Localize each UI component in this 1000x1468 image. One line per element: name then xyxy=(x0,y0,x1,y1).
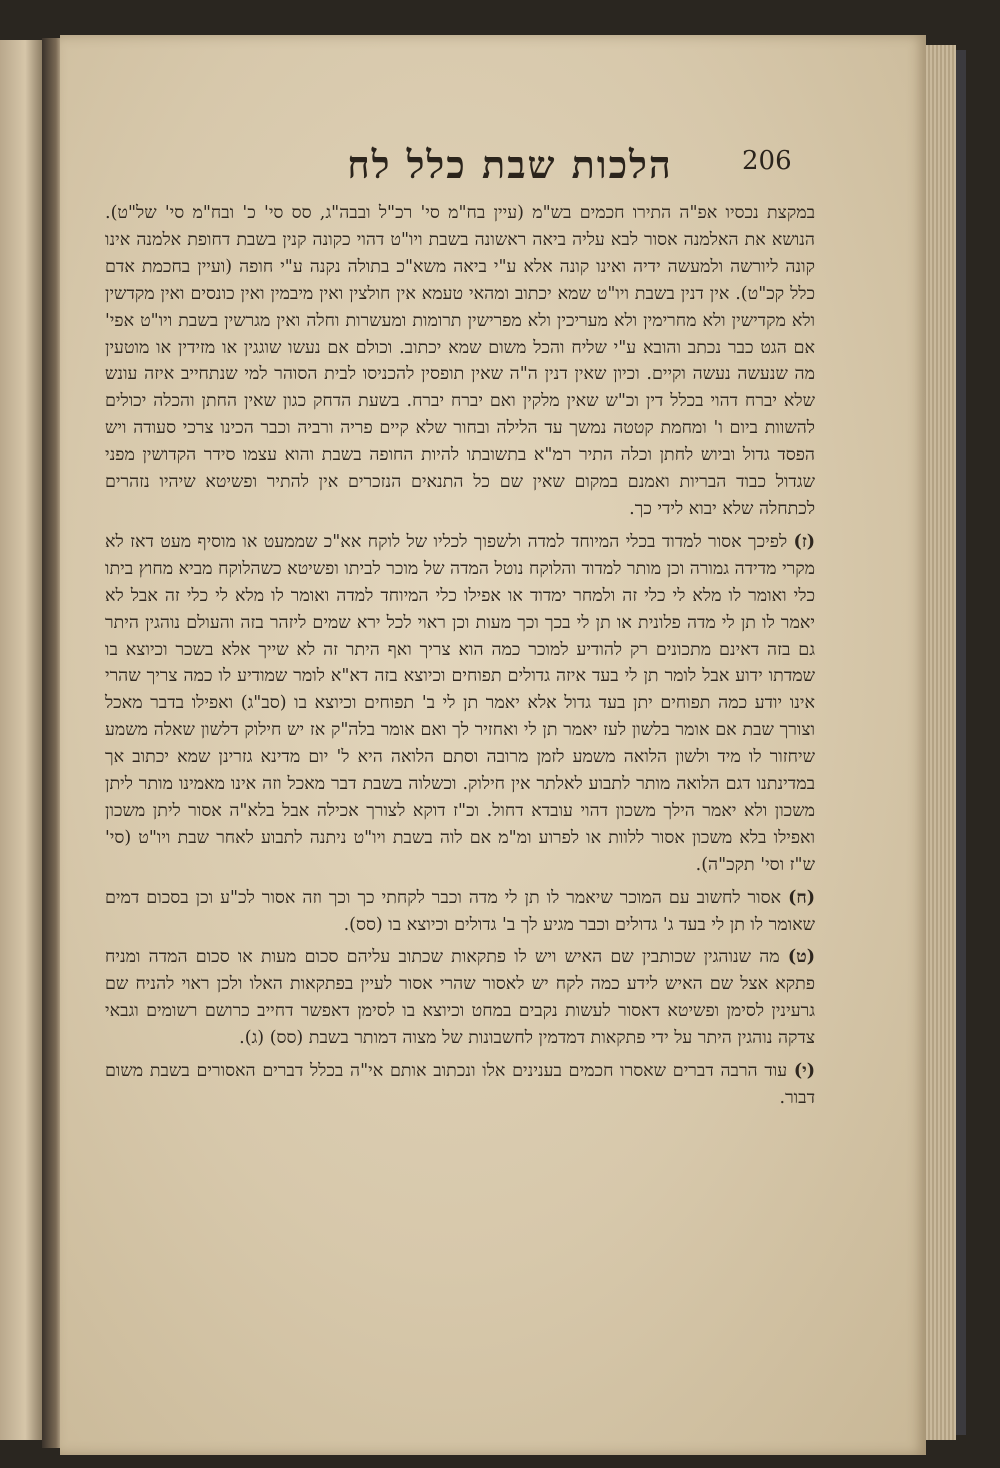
body-text xyxy=(105,200,815,1112)
page-number: 206 xyxy=(742,146,792,176)
paragraph-9 xyxy=(105,944,815,1052)
paragraph-marker: (ח) xyxy=(788,887,815,908)
paragraph-text: במקצת נכסיו אפ"ה התירו חכמים בש"מ (עיין בח"מ סי' רכ"ל ובבה"ג, סס סי' כ' ובח"מ סי' של"ט). הנושא את האלמנה אסור לבא עליה ביאה ראשונה בשבת ויו"ט דהוי כקונה קנין בשבת דחופת אלמנה אינו קונה ליורשה ולמעשה ידיה ואינו קונה אלא ע"י ביאה משא"כ בתולה נקנה ע"י חופה (ועיין בחכמת אדם כלל קכ"ט). אין דנין בשבת ויו"ט שמא יכתוב ומהאי טעמא אין חולצין ואין מיבמין ואין כונסים ואין מקדשין ולא מקדישין ולא מחרימין ולא מעריכין ולא מפרישין תרומות ומעשרות וחלה ואין מגרשין בשבת ויו"ט אפי' אם הגט כבר נכתב והובא ע"י שליח והכל משום שמא יכתוב. וכולם אם נעשו שוגגין או מזידין או מוטעין מה שנעשה נעשה וקיים. וכיון שאין דנין ה"ה שאין תופסין להכניסו לבית הסוהר למי שנתחייב איזה עונש שלא יברח דהוי בכלל דין וכ"ש שאין מלקין ואם יברח יברח. בשעת הדחק כגון שאין החתן והכלה יכולים להשוות ביום ו' ומחמת קטטה נמשך עד הלילה ובחור שלא קיים פריה ורביה וכבר הכינו צרכי סעודה ויש הפסד גדול וביוש לחתן וכלה התיר רמ"א בתשובתו להיות החופה בשבת והוא עצמו סידר הקדושין מפני שגדול כבוד הבריות ואמנם במקום שאין שם כל התנאים הנזכרים אין להתיר ופשיטא שיהיו נזהרים לכתחלה שלא יבוא לידי כך. xyxy=(105,203,815,519)
book-gutter xyxy=(42,38,62,1448)
facing-page-edge xyxy=(0,40,42,1440)
paragraph-intro xyxy=(105,200,815,523)
paragraph-8 xyxy=(105,885,815,939)
paragraph-marker: (ט) xyxy=(787,947,815,968)
page-stack-edge xyxy=(926,45,956,1440)
paragraph-text: מה שנוהגין שכותבין שם האיש ויש לו פתקאות שכתוב עליהם סכום מעות או סכום המדה ומניח פתקא אצל שם האיש לידע כמה לקח יש לאסור שהרי אסור לעיין בפתקאות האלו ולכן ראוי להניח שם גרעינין לסימן ופשיטא דאסור לעשות נקבים במחט וכיוצא בו לסימן דאפשר דחייב כרושם רשומים וגבאי צדקה נוהגין היתר על ידי פתקאות דמדמין לחשבונות של מצוה דמותר בשבת (סס) (ג). xyxy=(105,947,815,1049)
paragraph-text: לפיכך אסור למדוד בכלי המיוחד למדה ולשפוך לכליו של לוקח אא"כ שממעט או מוסיף מעט דאז לא מקרי מדידה גמורה וכן מותר למדוד והלוקח נוטל המדה של מוכר לביתו ופשיטא כשהלוקח מביא מחוץ ביתו כלי ואומר לו מלא לי כלי זה ולמחר ימדוד או אפילו כלי המיוחד למדה ואומר לו מלא לי כלי זה אבל לא יאמר לו תן לי מדה פלונית או תן לי בכך וכך מעות וכן ראוי לכל ירא שמים ליזהר בזה והעולם נוהגין היתר גם בזה דאינם מתכונים רק להודיע למוכר כמה הוא צריך ואף היתר זה לא שייך אלא בשכר וכיוצא בו שמדתו ידוע אבל לומר תן לי בעד איזה גדולים תפוחים וכיוצא בזה דא"א לומר שמודיע לו כמה צריך שהרי אינו יודע כמה תפוחים יתן בעד גדול אלא יאמר תן לי ב' תפוחים וכיוצא בו (סב"ג) ואפילו בדבר מאכל וצורך שבת אם אומר בלשון לעז יאמר תן לי ואחזיר לך ואם אומר בלה"ק אז יש חילוק דלשון שאלה משמע שיחזור לו מיד ולשון הלואה משמע לזמן מרובה וסתם הלואה היא ל' יום מדינא גזרינן שמא יכתוב אך במדינתנו דגם הלואה מותר לתבוע לאלתר אין חילוק. וכשלוה בשבת דבר מאכל וזה אינו מאמינו מותר ליתן משכון ולא יאמר הילך משכון דהוי עובדא דחול. וכ"ז דוקא לצורך אכילה אבל בלא"ה אסור ליתן משכון ואפילו בלא משכון אסור ללוות או לפרוע ומ"מ אם לוה בשבת ויו"ט ניתנה לתבוע לאחר שבת ויו"ט (סי' ש"ז וסי' תקכ"ה). xyxy=(105,531,815,875)
paragraph-7 xyxy=(105,529,815,879)
page-header xyxy=(60,142,926,192)
paragraph-text: אסור לחשוב עם המוכר שיאמר לו תן לי מדה וכבר לקחתי כך וכך וזה אסור לכ"ע וכן בסכום דמים שאומר לו תן לי בעד ג' גדולים וכבר מגיע לך ב' גדולים וכיוצא בו (סס). xyxy=(105,887,815,935)
book-cover-edge xyxy=(956,50,966,1435)
paragraph-marker: (ז) xyxy=(793,531,815,552)
running-head: הלכות שבת כלל לח xyxy=(347,142,673,187)
paragraph-10 xyxy=(105,1058,815,1112)
paragraph-marker: (י) xyxy=(793,1061,815,1082)
paragraph-text: עוד הרבה דברים שאסרו חכמים בענינים אלו ונכתוב אותם אי"ה בכלל דברים האסורים בשבת משום דבור. xyxy=(105,1061,815,1108)
